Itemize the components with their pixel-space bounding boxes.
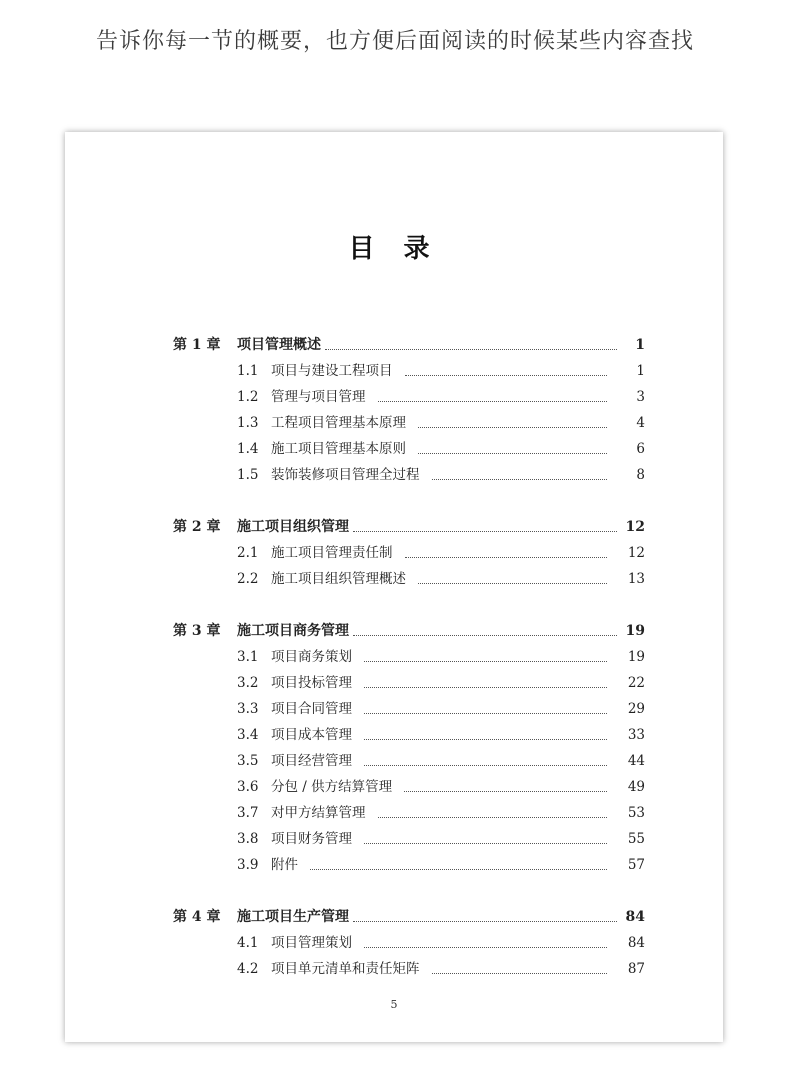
section-number: 2.1 [237,545,259,561]
toc-section-entry[interactable] [173,566,645,592]
chapter-page-number: 12 [625,519,645,535]
dot-leader [364,713,607,714]
section-number: 2.2 [237,571,259,587]
section-title: 项目合同管理 [271,701,352,717]
section-number: 4.1 [237,935,259,951]
toc-section-entry[interactable] [173,358,645,384]
toc-section-entry[interactable] [173,410,645,436]
dot-leader [405,557,608,558]
section-title: 项目单元清单和责任矩阵 [271,961,420,977]
chapter-title: 施工项目商务管理 [237,623,349,639]
section-title: 管理与项目管理 [271,389,366,405]
section-page-number: 1 [636,363,645,379]
section-page-number: 44 [627,753,645,769]
section-title: 项目成本管理 [271,727,352,743]
section-title: 附件 [271,857,298,873]
toc-chapter-entry[interactable] [173,904,645,930]
toc-section-entry[interactable] [173,930,645,956]
dot-leader [378,817,608,818]
banner-caption: 告诉你每一节的概要，也方便后面阅读的时候某些内容查找 [95,29,694,54]
chapter-title: 施工项目生产管理 [237,909,349,925]
chapter-title: 施工项目组织管理 [237,519,349,535]
toc-section-entry[interactable] [173,670,645,696]
toc-title: 目 录 [348,234,440,264]
toc-section-entry[interactable] [173,956,645,982]
section-number: 3.3 [237,701,259,717]
toc-section-entry[interactable] [173,800,645,826]
chapter-number: 第 2 章 [173,519,221,535]
section-title: 工程项目管理基本原理 [271,415,406,431]
section-page-number: 29 [627,701,645,717]
section-number: 1.2 [237,389,259,405]
page-number: 5 [390,998,398,1011]
dot-leader [310,869,607,870]
section-number: 3.1 [237,649,259,665]
toc-section-entry[interactable] [173,384,645,410]
book-page [65,132,723,1042]
section-page-number: 19 [627,649,645,665]
chapter-title: 项目管理概述 [237,337,321,353]
section-page-number: 53 [627,805,645,821]
toc-chapter-entry[interactable] [173,514,645,540]
section-page-number: 3 [636,389,645,405]
section-title: 项目财务管理 [271,831,352,847]
toc-chapter-entry[interactable] [173,618,645,644]
chapter-group [173,904,645,982]
toc-section-entry[interactable] [173,826,645,852]
chapter-page-number: 19 [625,623,645,639]
section-title: 项目经营管理 [271,753,352,769]
chapter-number: 第 1 章 [173,337,221,353]
section-number: 1.1 [237,363,259,379]
dot-leader [364,843,607,844]
toc-section-entry[interactable] [173,462,645,488]
section-page-number: 4 [636,415,645,431]
section-page-number: 49 [627,779,645,795]
chapter-group [173,514,645,592]
section-title: 项目商务策划 [271,649,352,665]
dot-leader [418,453,607,454]
dot-leader [325,349,617,350]
section-title: 项目管理策划 [271,935,352,951]
chapter-page-number: 1 [635,337,645,353]
section-title: 对甲方结算管理 [271,805,366,821]
toc-section-entry[interactable] [173,696,645,722]
toc-section-entry[interactable] [173,644,645,670]
dot-leader [364,739,607,740]
dot-leader [432,479,608,480]
section-number: 3.6 [237,779,259,795]
section-title: 施工项目组织管理概述 [271,571,406,587]
section-page-number: 8 [636,467,645,483]
section-number: 3.4 [237,727,259,743]
section-page-number: 84 [627,935,645,951]
chapter-number: 第 4 章 [173,909,221,925]
section-title: 施工项目管理责任制 [271,545,393,561]
section-number: 3.7 [237,805,259,821]
dot-leader [405,375,608,376]
section-number: 1.5 [237,467,259,483]
section-number: 3.5 [237,753,259,769]
dot-leader [404,791,607,792]
toc-section-entry[interactable] [173,540,645,566]
section-page-number: 12 [627,545,645,561]
dot-leader [364,687,607,688]
section-page-number: 55 [627,831,645,847]
section-title: 项目投标管理 [271,675,352,691]
dot-leader [418,427,607,428]
dot-leader [432,973,608,974]
section-title: 项目与建设工程项目 [271,363,393,379]
section-page-number: 13 [627,571,645,587]
toc-section-entry[interactable] [173,436,645,462]
dot-leader [364,661,607,662]
section-page-number: 57 [627,857,645,873]
chapter-group [173,618,645,878]
section-page-number: 6 [636,441,645,457]
dot-leader [353,921,617,922]
section-page-number: 22 [627,675,645,691]
section-number: 3.2 [237,675,259,691]
toc-section-entry[interactable] [173,852,645,878]
chapter-group [173,332,645,488]
section-page-number: 33 [627,727,645,743]
dot-leader [353,635,617,636]
toc-section-entry[interactable] [173,722,645,748]
toc-section-entry[interactable] [173,748,645,774]
section-number: 1.3 [237,415,259,431]
dot-leader [378,401,608,402]
table-of-contents [173,332,645,1008]
dot-leader [353,531,617,532]
dot-leader [418,583,607,584]
chapter-page-number: 84 [625,909,645,925]
section-title: 施工项目管理基本原则 [271,441,406,457]
section-number: 3.9 [237,857,259,873]
section-number: 1.4 [237,441,259,457]
section-page-number: 87 [627,961,645,977]
toc-chapter-entry[interactable] [173,332,645,358]
section-title: 装饰装修项目管理全过程 [271,467,420,483]
dot-leader [364,765,607,766]
section-number: 3.8 [237,831,259,847]
toc-section-entry[interactable] [173,774,645,800]
dot-leader [364,947,607,948]
chapter-number: 第 3 章 [173,623,221,639]
section-number: 4.2 [237,961,259,977]
section-title: 分包 / 供方结算管理 [271,779,393,795]
